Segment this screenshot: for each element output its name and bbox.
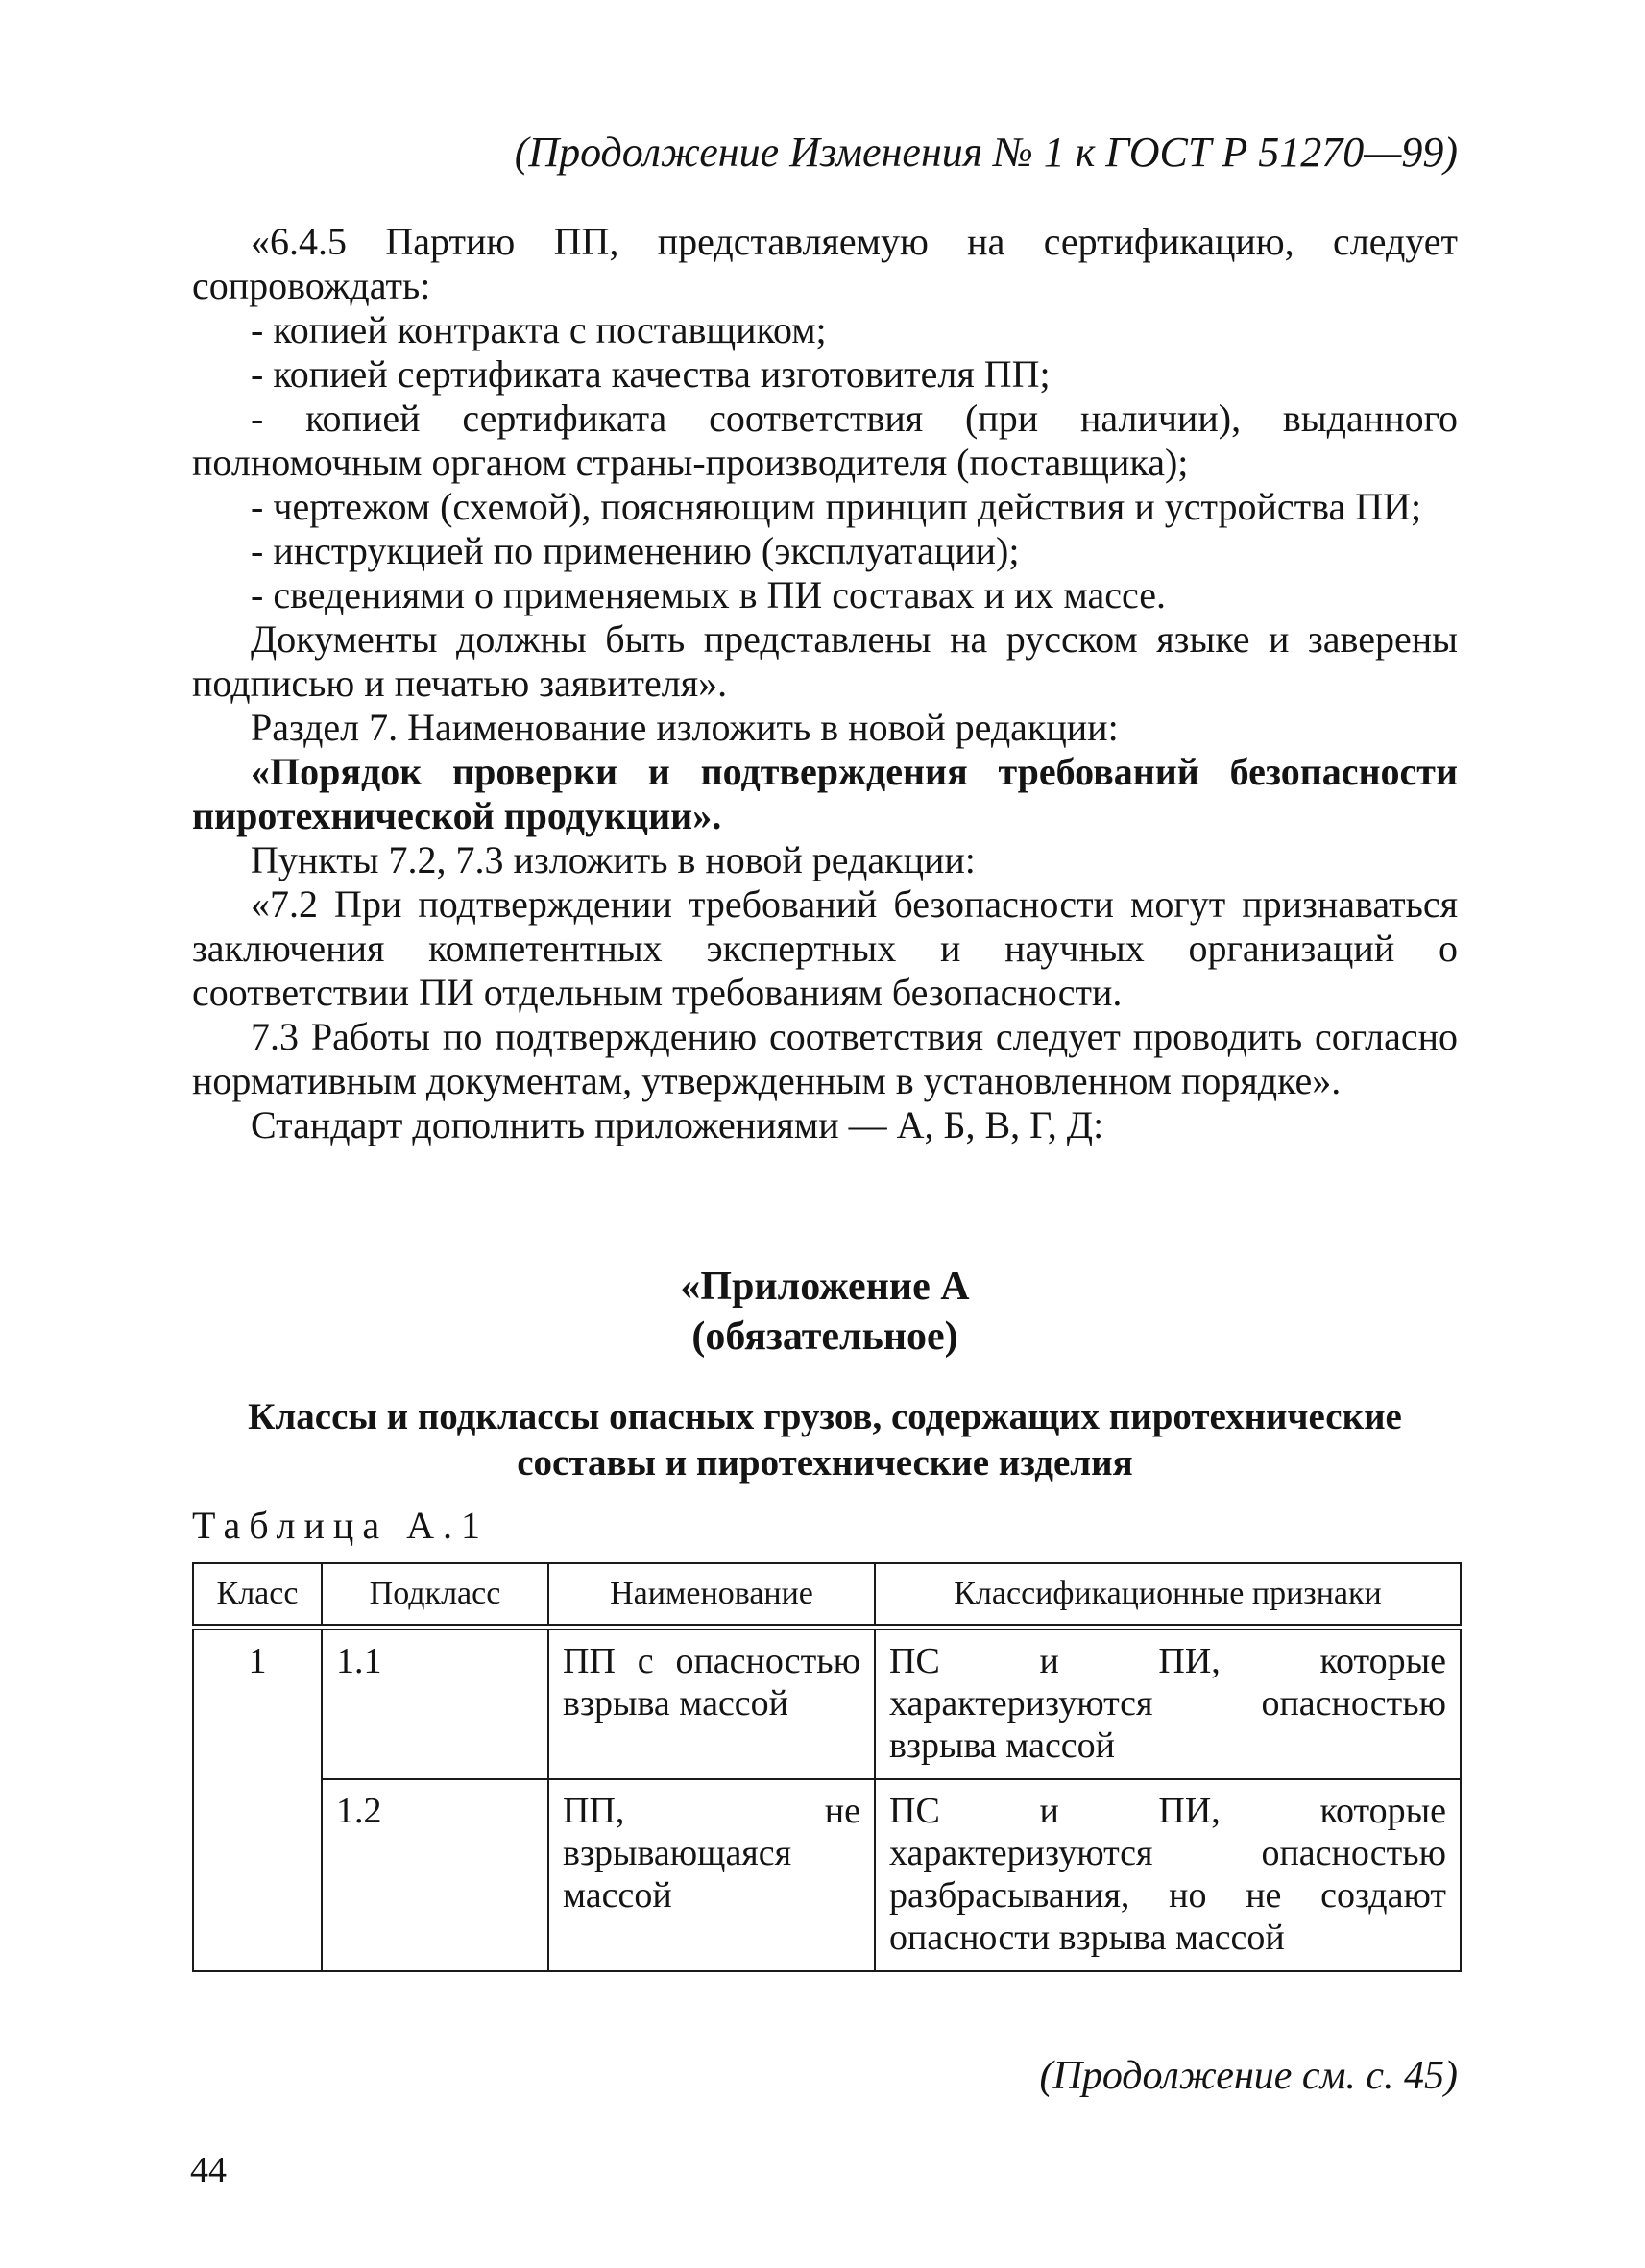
appendix-caption-line-2: составы и пиротехнические изделия <box>517 1442 1133 1484</box>
list-item-contract: - копией контракта с поставщиком; <box>251 308 827 351</box>
column-header-features: Классификационные признаки <box>875 1563 1461 1628</box>
appendix-title <box>192 1262 1458 1362</box>
table-row <box>193 1628 1461 1780</box>
list-item-composition: - сведениями о применяемых в ПИ составах и их массе. <box>251 573 1166 616</box>
cell-name: ПП, не взрывающаяся массой <box>548 1779 875 1971</box>
page-header: (Продолжение Изменения № 1 к ГОСТ Р 51270—99) <box>514 129 1458 176</box>
paragraph-7-3: 7.3 Работы по подтверждению соответствия следует проводить согласно нормативным документам, утвержденным в установленном порядке». <box>192 1015 1458 1102</box>
paragraph-documents: Документы должны быть представлены на русском языке и заверены подписью и печатью заявителя». <box>192 617 1458 705</box>
cell-features: ПС и ПИ, которые характеризуются опасностью взрыва массой <box>875 1628 1461 1780</box>
paragraph-section-7: Раздел 7. Наименование изложить в новой редакции: <box>251 706 1119 749</box>
page-number: 44 <box>190 2150 227 2190</box>
paragraph-6-4-5: «6.4.5 Партию ПП, представляемую на сертификацию, следует сопровождать: <box>192 220 1458 307</box>
cell-subclass: 1.1 <box>322 1628 548 1780</box>
column-header-subclass: Подкласс <box>322 1563 548 1628</box>
cell-subclass: 1.2 <box>322 1779 548 1971</box>
cell-class: 1 <box>193 1628 322 1972</box>
list-item-conformity-certificate: - копией сертификата соответствия (при наличии), выданного полномочным органом страны-производителя (поставщика); <box>192 397 1458 484</box>
table-header-row <box>193 1563 1461 1628</box>
list-item-quality-certificate: - копией сертификата качества изготовителя ПП; <box>251 352 1051 396</box>
paragraph-items-7-2-7-3: Пункты 7.2, 7.3 изложить в новой редакции: <box>251 838 976 881</box>
list-item-drawing: - чертежом (схемой), поясняющим принцип действия и устройства ПИ; <box>251 485 1422 528</box>
table-row <box>193 1779 1461 1971</box>
continuation-note: (Продолжение см. с. 45) <box>1039 2054 1458 2098</box>
paragraph-7-2: «7.2 При подтверждении требований безопасности могут признаваться заключения компетентных экспертных и научных организаций о соответствии ПИ отдельным требованиям безопасности. <box>192 882 1458 1014</box>
list-item-instruction: - инструкцией по применению (эксплуатации); <box>251 529 1020 572</box>
paragraph-appendices: Стандарт дополнить приложениями — А, Б, В, Г, Д: <box>251 1103 1104 1146</box>
appendix-caption <box>192 1394 1458 1486</box>
appendix-heading: «Приложение А <box>680 1265 970 1309</box>
appendix-caption-line-1: Классы и подклассы опасных грузов, содержащих пиротехнические <box>248 1396 1402 1437</box>
paragraph-section-7-title: «Порядок проверки и подтверждения требований безопасности пиротехнической продукции». <box>192 750 1458 837</box>
appendix-status: (обязательное) <box>691 1315 958 1359</box>
classes-table <box>192 1562 1462 1972</box>
cell-features: ПС и ПИ, которые характеризуются опасностью разбрасывания, но не создают опасности взрыва массой <box>875 1779 1461 1971</box>
body-text <box>192 220 1458 1147</box>
cell-name: ПП с опасностью взрыва массой <box>548 1628 875 1780</box>
table-label: Таблица А.1 <box>192 1504 489 1547</box>
column-header-name: Наименование <box>548 1563 875 1628</box>
column-header-class: Класс <box>193 1563 322 1628</box>
